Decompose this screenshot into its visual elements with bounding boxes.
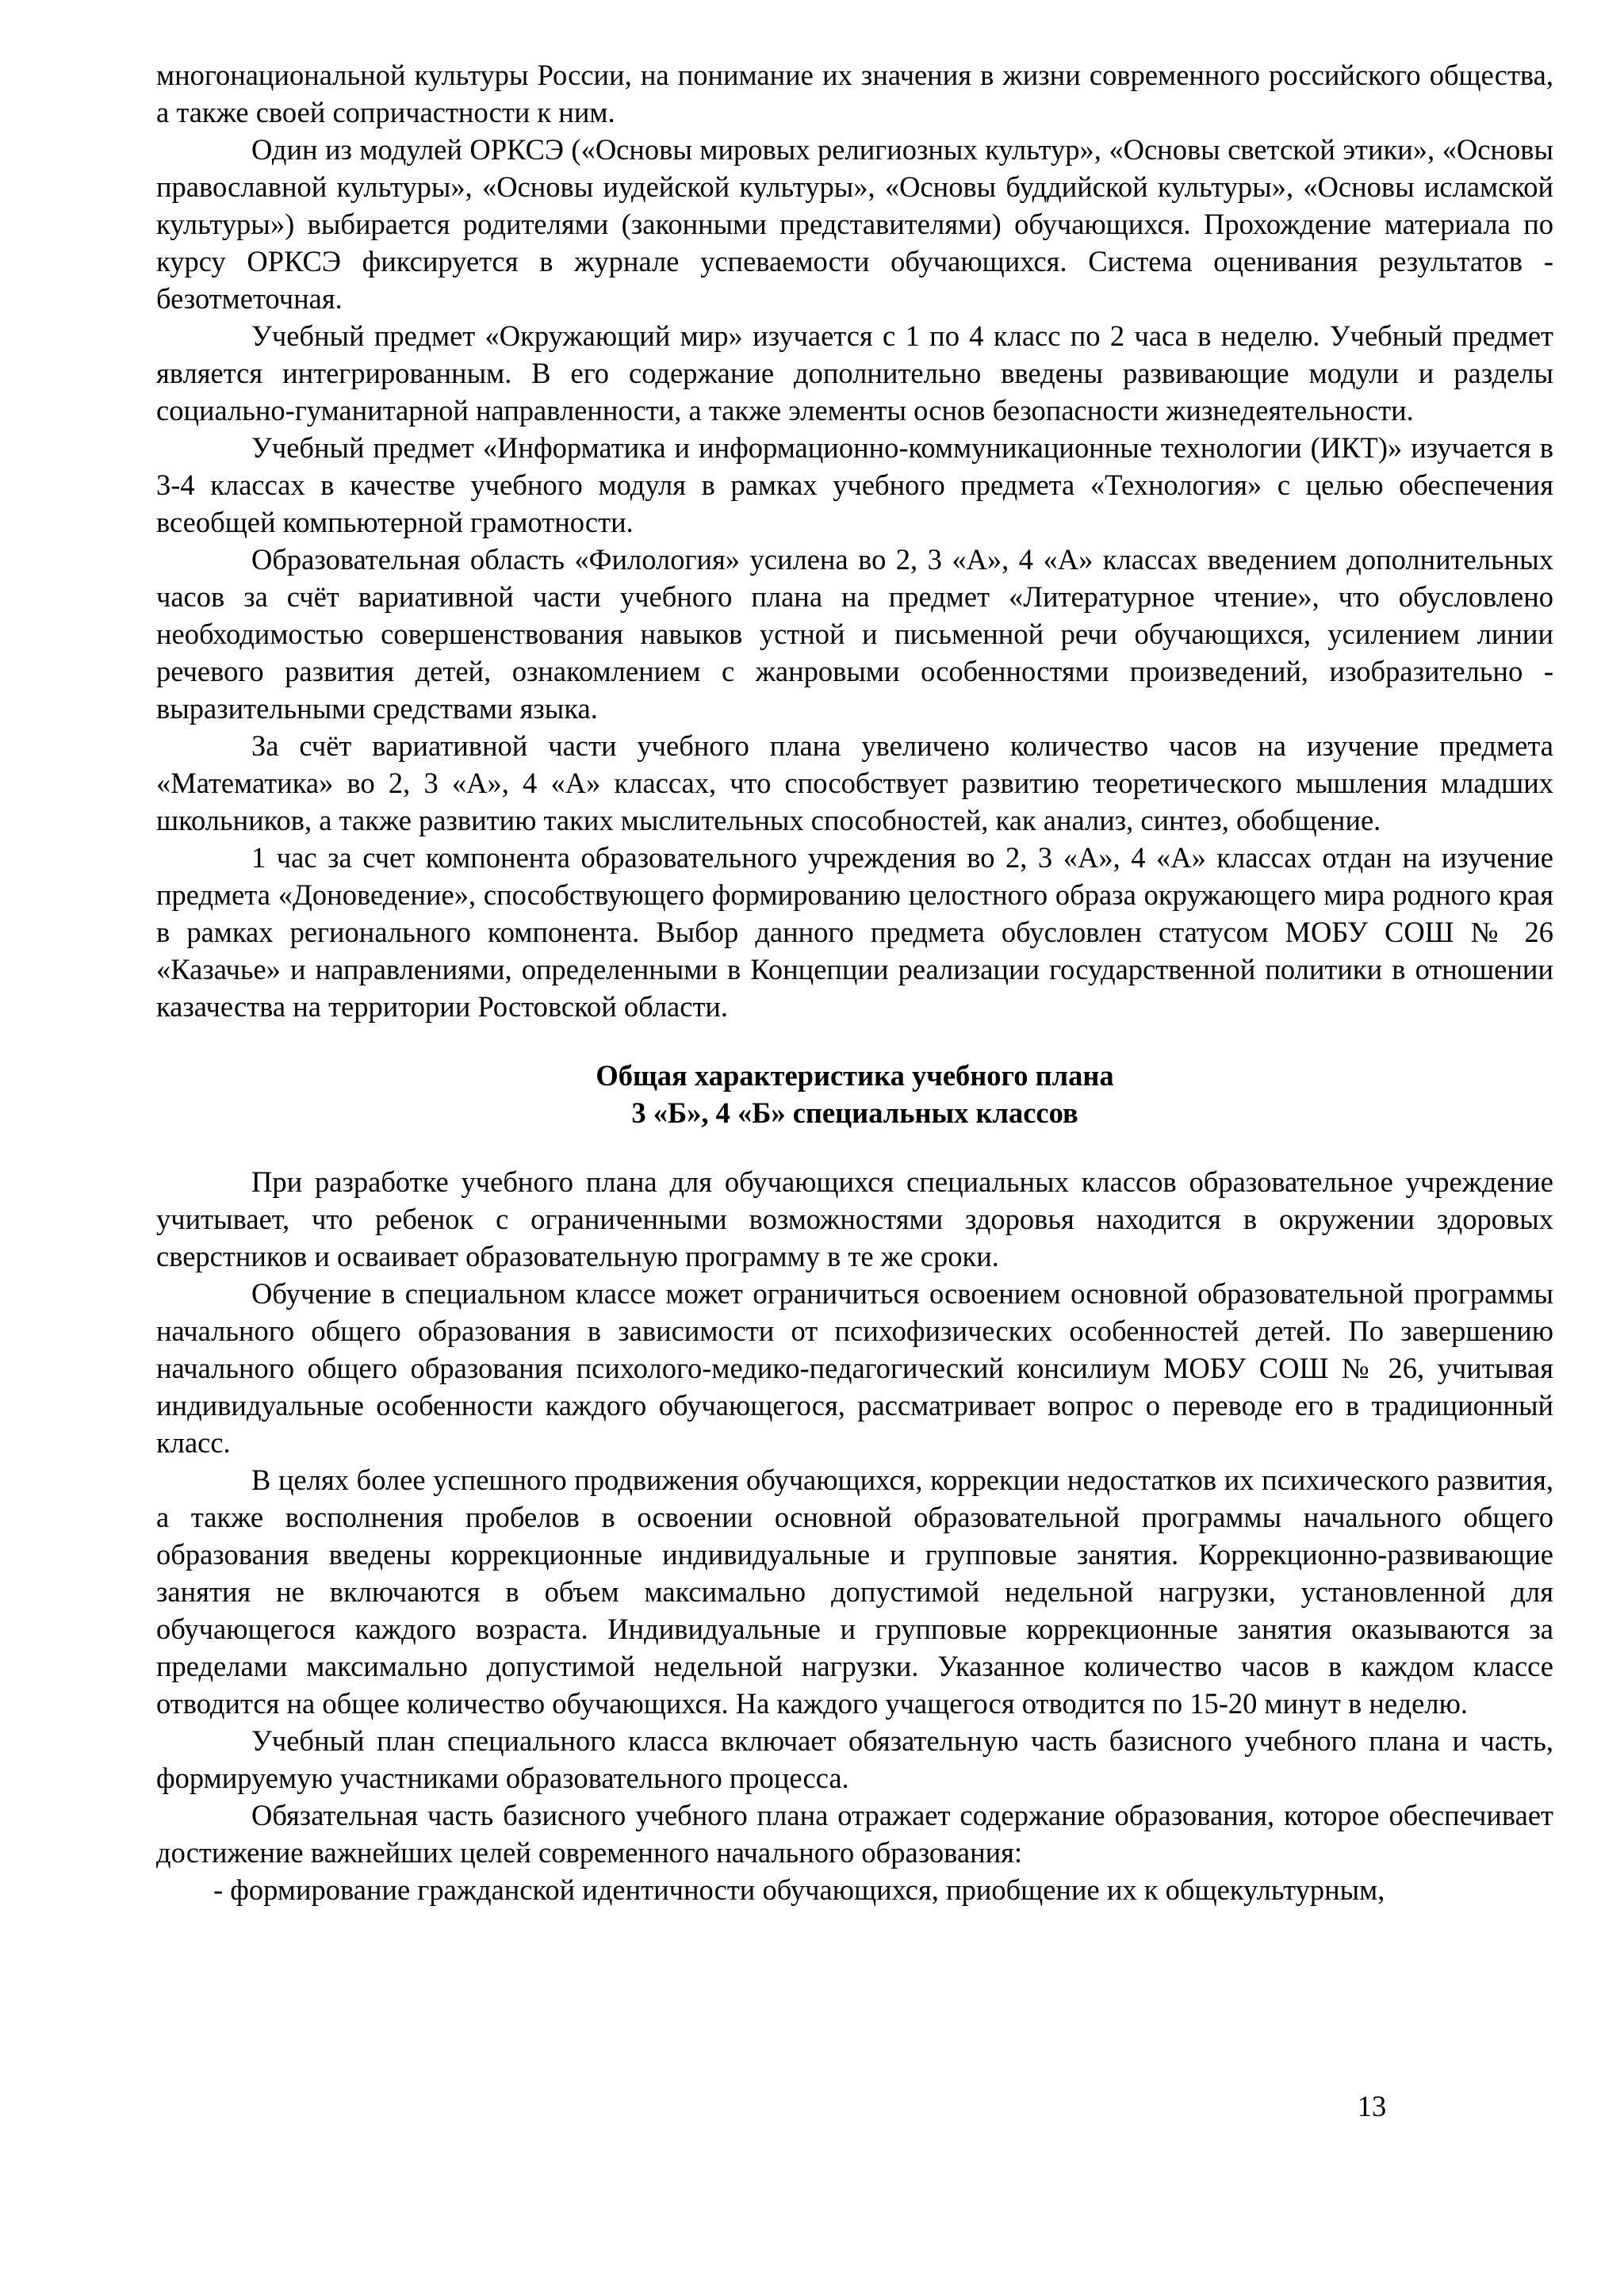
paragraph-filologiya: Образовательная область «Филология» усилена во 2, 3 «А», 4 «А» классах введением дополнительных часов за счёт вариативной части учебного плана на предмет «Литературное чтение», что обусловлено необходимостью совершенствования навыков устной и письменной речи обучающихся, усилением линии речевого развития детей, ознакомлением с жанровыми особенностями произведений, изобразительно - выразительными средствами языка. <box>156 543 1553 725</box>
paragraph-informatika: Учебный предмет «Информатика и информационно-коммуникационные технологии (ИКТ)» изучается в 3-4 классах в качестве учебного модуля в рамках учебного предмета «Технология» с целью обеспечения всеобщей компьютерной грамотности. <box>156 431 1553 538</box>
page-number: 13 <box>1357 2090 1387 2122</box>
document-body <box>156 56 1553 1908</box>
section-heading-line-2: 3 «Б», 4 «Б» специальных классов <box>631 1096 1078 1129</box>
paragraph-special-class-training: Обучение в специальном классе может ограничиться освоением основной образовательной программы начального общего образования в зависимости от психофизических особенностей детей. По завершению начального общего образования психолого-медико-педагогический консилиум МОБУ СОШ № 26, учитывая индивидуальные особенности каждого обучающегося, рассматривает вопрос о переводе его в традиционный класс. <box>156 1277 1553 1459</box>
section-heading-line-1: Общая характеристика учебного плана <box>596 1059 1114 1092</box>
section-heading <box>156 1057 1553 1131</box>
paragraph-okruzhayushchiy-mir: Учебный предмет «Окружающий мир» изучается с 1 по 4 класс по 2 часа в неделю. Учебный предмет является интегрированным. В его содержание дополнительно введены развивающие модули и разделы социально-гуманитарной направленности, а также элементы основ безопасности жизнедеятельности. <box>156 320 1553 427</box>
paragraph-donovedenie: 1 час за счет компонента образовательного учреждения во 2, 3 «А», 4 «А» классах отдан на изучение предмета «Доноведение», способствующего формированию целостного образа окружающего мира родного края в рамках регионального компонента. Выбор данного предмета обусловлен статусом МОБУ СОШ № 26 «Казачье» и направлениями, определенными в Концепции реализации государственной политики в отношении казачества на территории Ростовской области. <box>156 841 1553 1023</box>
paragraph-correction-classes: В целях более успешного продвижения обучающихся, коррекции недостатков их психического развития, а также восполнения пробелов в освоении основной образовательной программы начального общего образования введены коррекционные индивидуальные и групповые занятия. Коррекционно-развивающие занятия не включаются в объем максимально допустимой недельной нагрузки, установленной для обучающегося каждого возраста. Индивидуальные и групповые коррекционные занятия оказываются за пределами максимально допустимой недельной нагрузки. Указанное количество часов в каждом классе отводится на общее количество обучающихся. На каждого учащегося отводится по 15-20 минут в неделю. <box>156 1464 1553 1720</box>
paragraph-continuation: многонациональной культуры России, на понимание их значения в жизни современного российского общества, а также своей сопричастности к ним. <box>156 59 1553 128</box>
paragraph-mandatory-part: Обязательная часть базисного учебного плана отражает содержание образования, которое обеспечивает достижение важнейших целей современного начального образования: <box>156 1799 1553 1869</box>
paragraph-special-classes-intro: При разработке учебного плана для обучающихся специальных классов образовательное учреждение учитывает, что ребенок с ограниченными возможностями здоровья находится в окружении здоровых сверстников и осваивает образовательную программу в те же сроки. <box>156 1165 1553 1272</box>
paragraph-matematika: За счёт вариативной части учебного плана увеличено количество часов на изучение предмета «Математика» во 2, 3 «А», 4 «А» классах, что способствует развитию теоретического мышления младших школьников, а также развитию таких мыслительных способностей, как анализ, синтез, обобщение. <box>156 729 1553 836</box>
list-item: - формирование гражданской идентичности обучающихся, приобщение их к общекультурным, <box>213 1873 1385 1906</box>
paragraph-orkse-modules: Один из модулей ОРКСЭ («Основы мировых религиозных культур», «Основы светской этики», «Основы православной культуры», «Основы иудейской культуры», «Основы буддийской культуры», «Основы исламской культуры») выбирается родителями (законными представителями) обучающихся. Прохождение материала по курсу ОРКСЭ фиксируется в журнале успеваемости обучающихся. Система оценивания результатов - безотметочная. <box>156 133 1553 315</box>
paragraph-plan-structure: Учебный план специального класса включает обязательную часть базисного учебного плана и часть, формируемую участниками образовательного процесса. <box>156 1724 1553 1794</box>
